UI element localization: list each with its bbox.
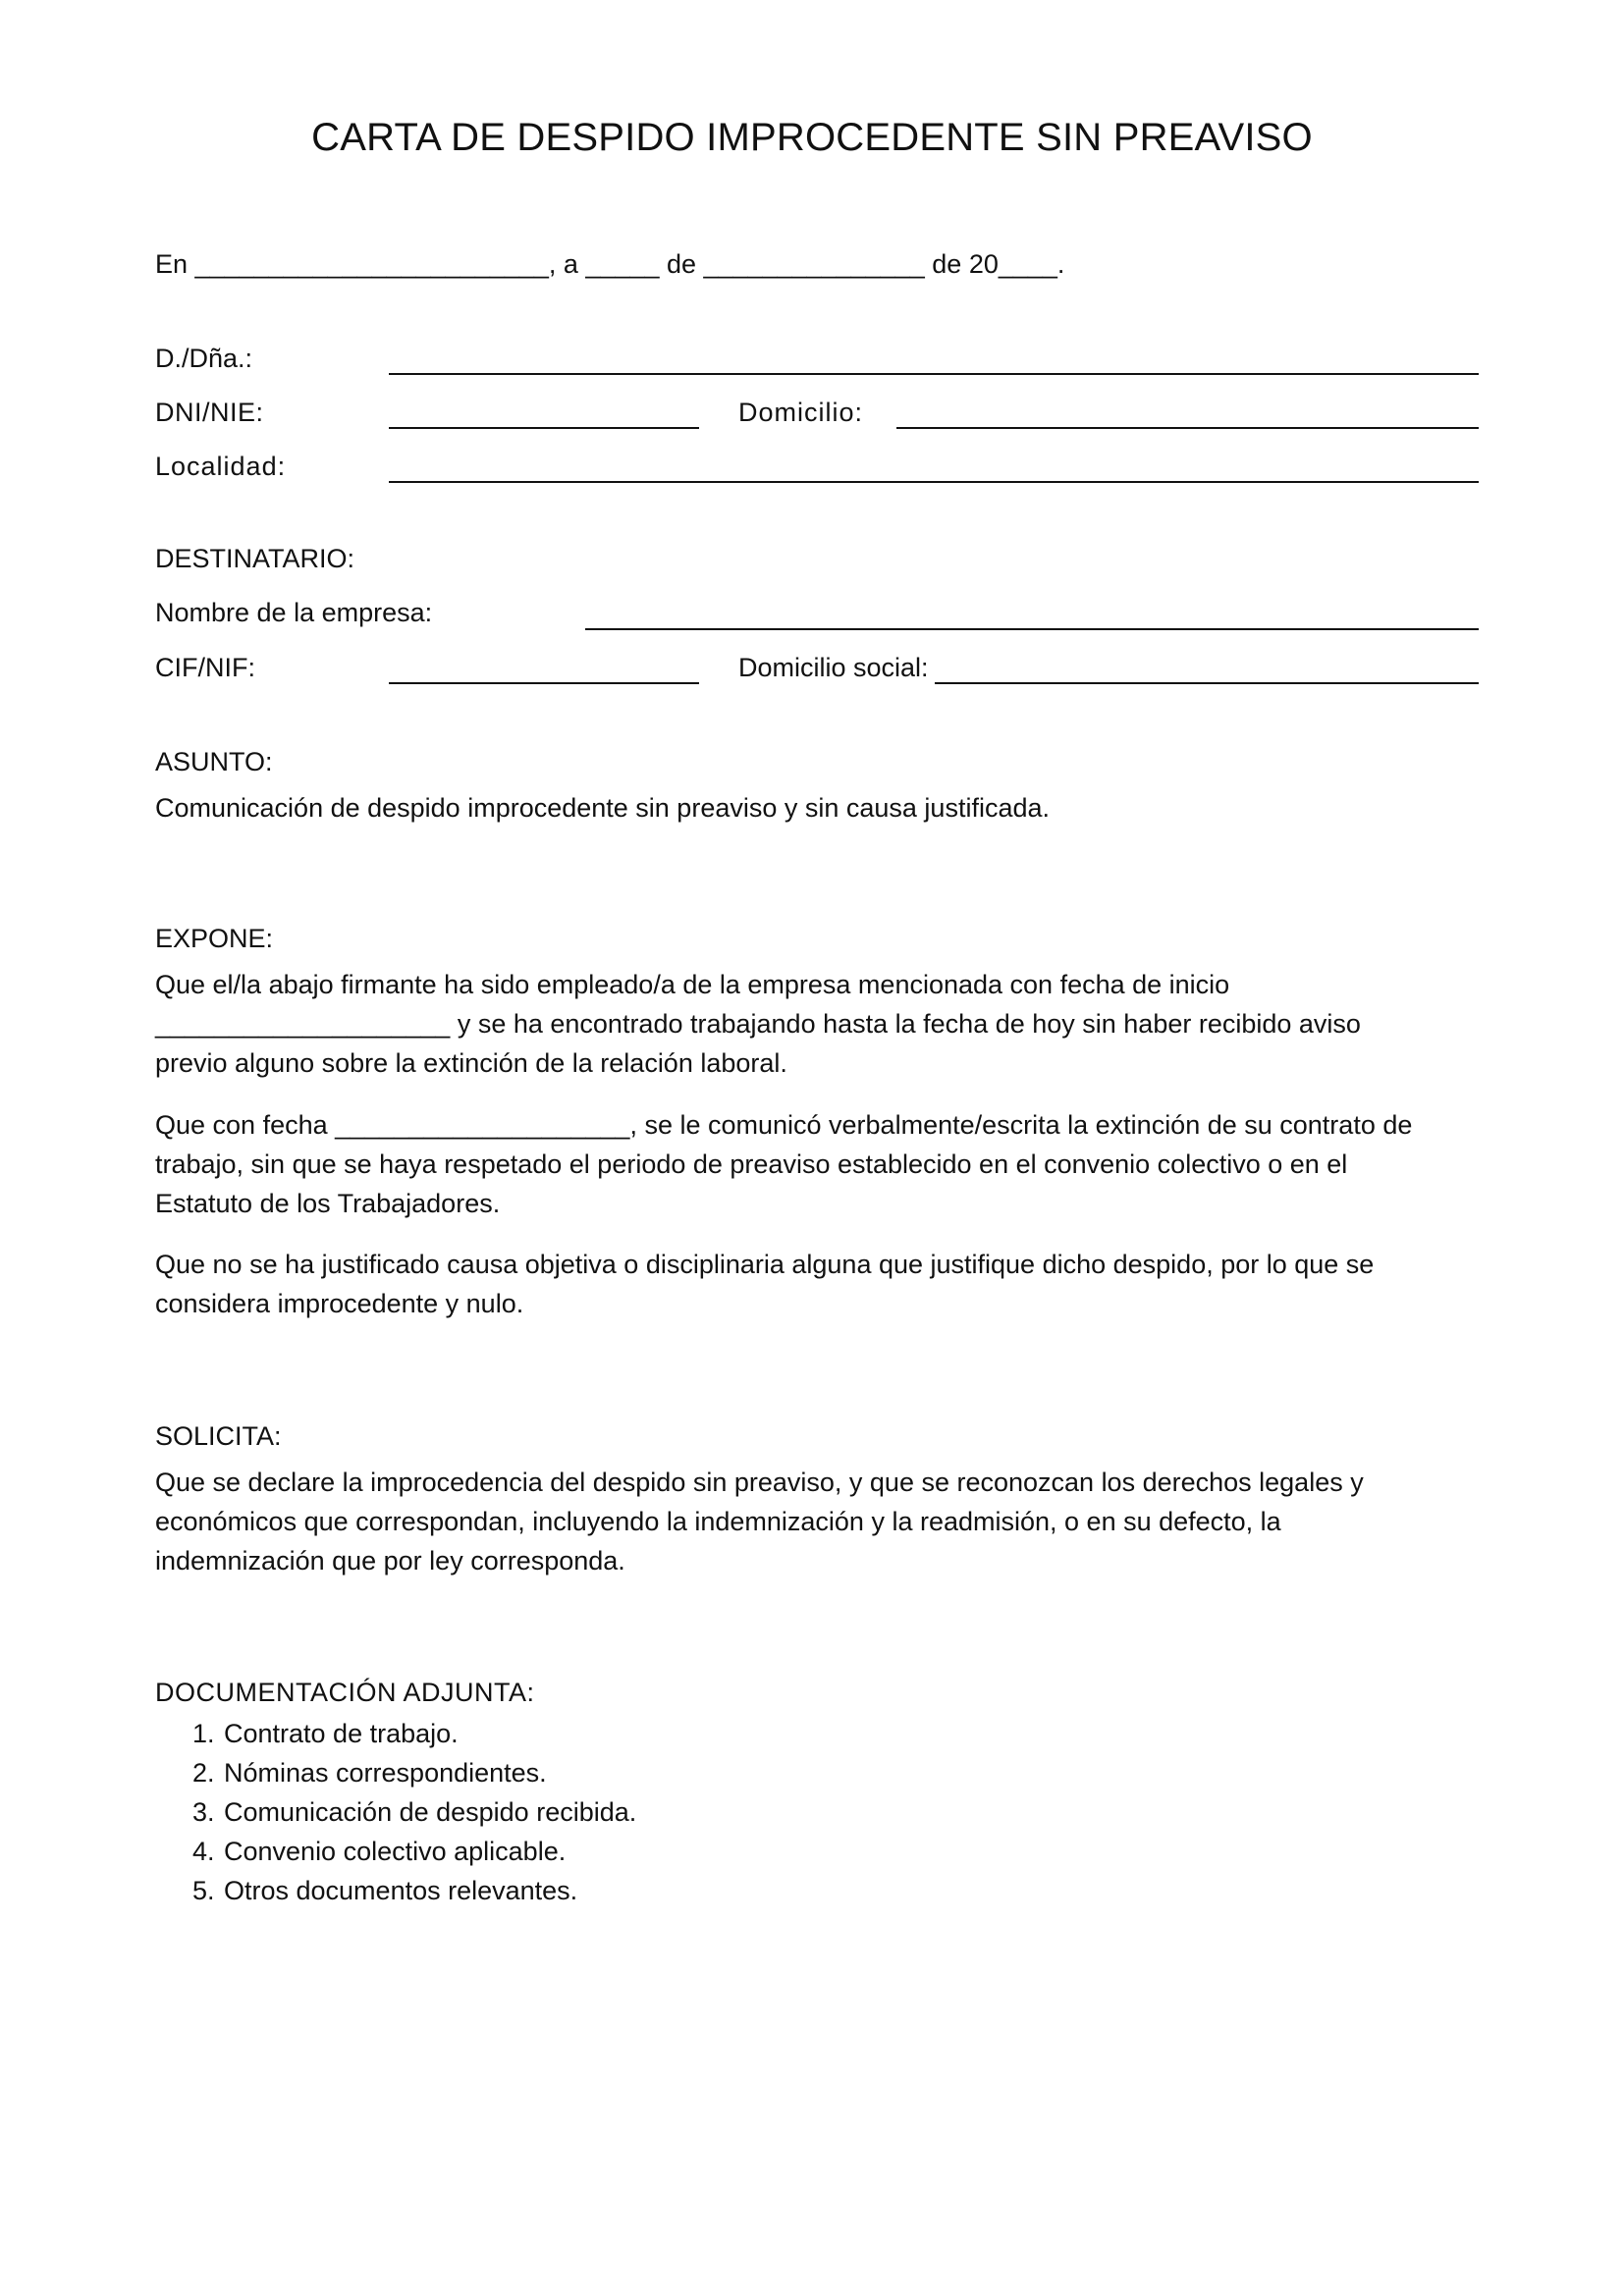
cif-label: CIF/NIF: (155, 653, 255, 682)
list-item-number: 5. (192, 1876, 215, 1905)
list-item (192, 1753, 547, 1792)
dni-label: DNI/NIE: (155, 398, 264, 427)
documentacion-heading: DOCUMENTACIÓN ADJUNTA: (155, 1678, 535, 1707)
solicita-line2: económicos que correspondan, incluyendo la indemnización y la readmisión, o en su defecto, la (155, 1507, 1281, 1536)
domicilio-field-line (896, 427, 1479, 429)
solicita-heading: SOLICITA: (155, 1421, 282, 1451)
list-item-text: Contrato de trabajo. (224, 1719, 459, 1748)
solicita-line3: indemnización que por ley corresponda. (155, 1546, 625, 1575)
expone-p3-line2: considera improcedente y nulo. (155, 1289, 524, 1318)
list-item-text: Comunicación de despido recibida. (224, 1797, 637, 1827)
cif-field-line (389, 682, 699, 684)
expone-p1-line1: Que el/la abajo firmante ha sido empleado/a de la empresa mencionada con fecha de inicio (155, 970, 1230, 999)
name-field-line (389, 373, 1479, 375)
expone-heading: EXPONE: (155, 924, 274, 953)
list-item-text: Nóminas correspondientes. (224, 1758, 547, 1788)
company-label: Nombre de la empresa: (155, 598, 433, 627)
localidad-field-line (389, 481, 1479, 483)
expone-p2-line3: Estatuto de los Trabajadores. (155, 1189, 501, 1218)
domicilio-social-label: Domicilio social: (738, 653, 929, 682)
list-item-text: Otros documentos relevantes. (224, 1876, 578, 1905)
list-item (192, 1792, 636, 1832)
list-item-number: 4. (192, 1837, 215, 1866)
localidad-label: Localidad: (155, 452, 287, 481)
list-item (192, 1832, 566, 1871)
company-field-line (585, 628, 1479, 630)
expone-p2-line1: Que con fecha ____________________, se le comunicó verbalmente/escrita la extinción de su contrato de (155, 1110, 1413, 1140)
document-title: CARTA DE DESPIDO IMPROCEDENTE SIN PREAVISO (311, 116, 1313, 159)
list-item (192, 1871, 577, 1910)
expone-p1-line3: previo alguno sobre la extinción de la relación laboral. (155, 1048, 787, 1078)
name-label: D./Dña.: (155, 344, 253, 373)
expone-p3-line1: Que no se ha justificado causa objetiva o disciplinaria alguna que justifique dicho despido, por lo que se (155, 1250, 1375, 1279)
domicilio-label: Domicilio: (738, 398, 864, 427)
list-item (192, 1714, 459, 1753)
dni-field-line (389, 427, 699, 429)
list-item-number: 3. (192, 1797, 215, 1827)
date-line: En ________________________, a _____ de _______________ de 20____. (155, 249, 1065, 279)
expone-p2-line2: trabajo, sin que se haya respetado el periodo de preaviso establecido en el convenio colectivo o en el (155, 1149, 1348, 1179)
list-item-text: Convenio colectivo aplicable. (224, 1837, 567, 1866)
list-item-number: 1. (192, 1719, 215, 1748)
solicita-line1: Que se declare la improcedencia del despido sin preaviso, y que se reconozcan los derechos legales y (155, 1468, 1364, 1497)
domicilio-social-field-line (935, 682, 1479, 684)
destinatario-heading: DESTINATARIO: (155, 544, 355, 573)
expone-p1-line2: ____________________ y se ha encontrado trabajando hasta la fecha de hoy sin haber recibido aviso (155, 1009, 1361, 1039)
asunto-heading: ASUNTO: (155, 747, 273, 776)
asunto-text: Comunicación de despido improcedente sin preaviso y sin causa justificada. (155, 793, 1050, 823)
list-item-number: 2. (192, 1758, 215, 1788)
